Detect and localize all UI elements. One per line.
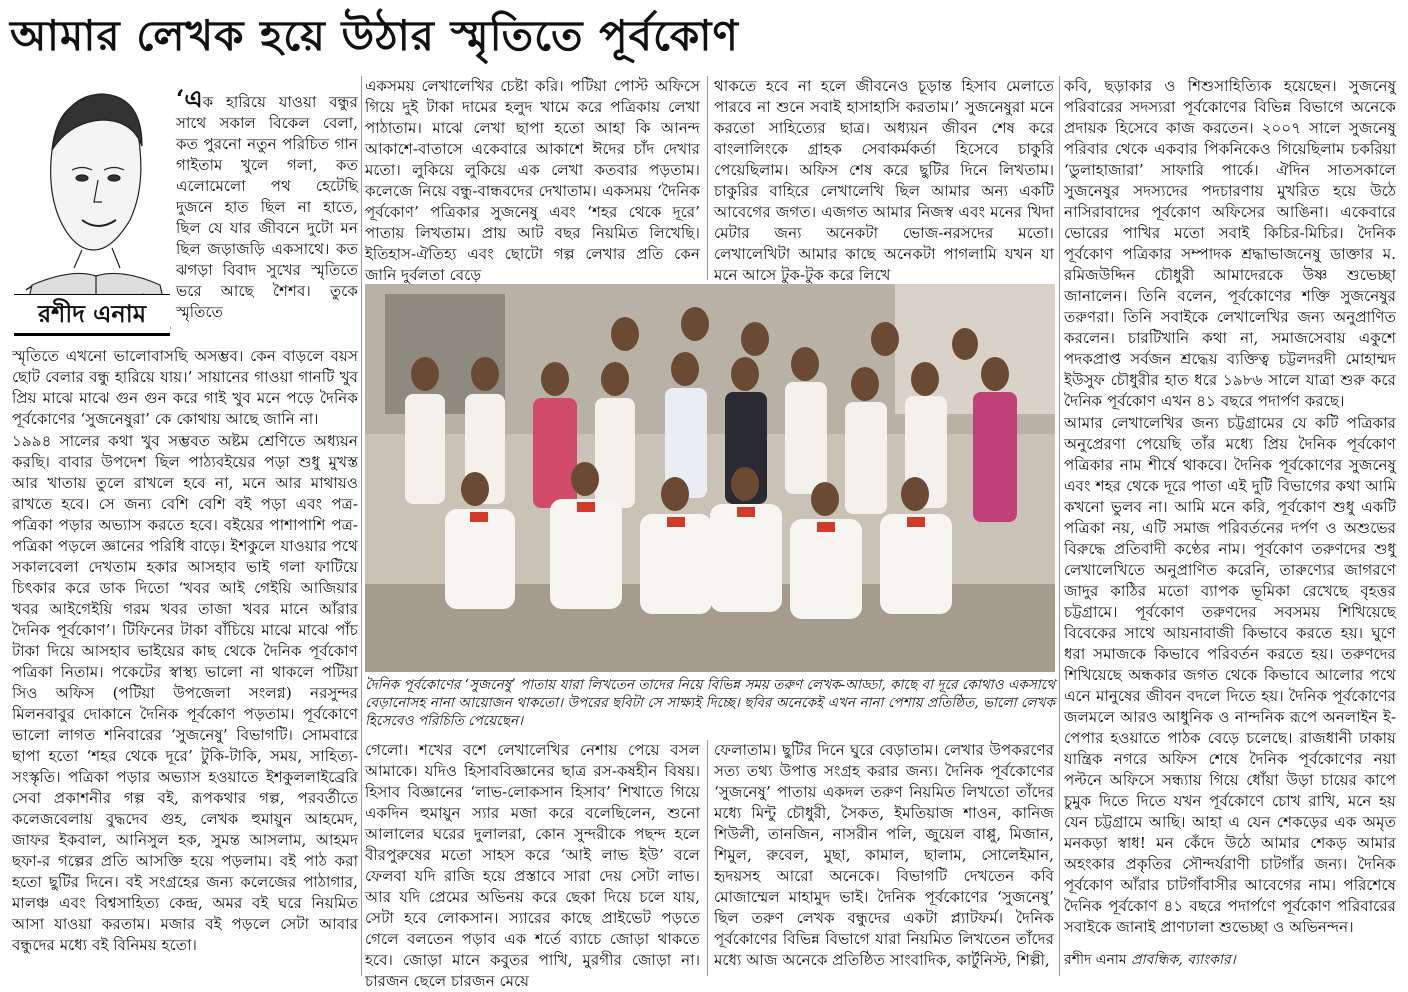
column-3-bottom (714, 740, 1054, 976)
col4-para-1: কবি, ছড়াকার ও শিশুসাহিত্যিক হয়েছেন। সুজনেষু পরিবারের সদস্যরা পূর্বকোণের বিভিন্ন বিভাগে অনেকে প্রদায়ক হিসেবে কাজ করতেন। ২০০৭ সালে সুজনেষু পরিবার থেকে একবার পিকনিকেও গিয়েছিলাম চকরিয়া ‘ডুলাহাজারা’ সাফারি পার্কে। ঐদিন সাতসকালে সুজনেষুর সদস্যদের পদচারণায় মুখরিত হয়ে উঠে নাসিরাবাদের পূর্বকোণ অফিসের আঙিনা। একেবারে ভোরের পাখির মতো সবাই কিচির-মিচির। দৈনিক পূর্বকোণ পত্রিকার সম্পাদক শ্রদ্ধাভাজনেষু ডাক্তার ম. রমিজউদ্দিন চৌধুরী আমাদেরকে উষ্ণ শুভেচ্ছা জানালেন। তিনি বলেন, পূর্বকোণের শক্তি সুজনেষুর তরুণরা। তিনি সবাইকে লেখালেখির জন্য অনুপ্রাণিত করলেন। চারটিখানি কথা না, সমাজসেবায় একুশে পদকপ্রাপ্ত সর্বজন শ্রদ্ধেয় ব্যক্তিত্ব চট্টলদরদী মোহাম্মদ ইউসুফ চৌধুরীর হাত ধরে ১৯৮৬ সালে যাত্রা শুরু করে দৈনিক পূর্বকোণ এখন ৪১ বছরে পদার্পণ করছে। (1064, 77, 1396, 410)
col1-para-2: ১৯৯৪ সালের কথা খুব সম্ভবত অষ্টম শ্রেণিতে অধ্যয়ন করছি। বাবার উপদেশ ছিল পাঠ্যবইয়ের পড়া শুধু মুখস্ত আর খাতায় তুলে রাখলে হবে না, মনে আর মাথায়ও রাখতে হবে। সে জন্য বেশি বেশি বই পড়া এবং পত্র-পত্রিকা পড়ার অভ্যাস করতে হবে। বইয়ের পাশাপাশি পত্র-পত্রিকা পড়লে জ্ঞানের পরিধি বাড়ে। ইশকুলে যাওয়ার পথে সকালবেলা দেখতাম হকার আসহাব ভাই গলা ফাটিয়ে চিৎকার করে ডাক দিতো ‘খবর আই গেইয়ি আজিয়ার খবর আইগেইয়ি গরম খবর তাজা খবর মানে আঁরার দৈনিক পূর্বকোণ’। টিফিনের টাকা বাঁচিয়ে মাঝে মাঝে পাঁচ টাকা দিয়ে আসহাব ভাইয়ের কাছ থেকে দৈনিক পূর্বকোণ পত্রিকা নিতাম। পকেটের স্বাস্থ্য ভালো না থাকলে পটিয়া সিও অফিস (পটিয়া উপজেলা সংলগ্ন) নরসুন্দর মিলনবাবুর দোকানে দৈনিক পূর্বকোণ পড়তাম। পূর্বকোণে ভালো লাগত শনিবারের ‘সুজনেষু’ বিভাগটি। সোমবারে ছাপা হতো ‘শহর থেকে দূরে’ টুকি-টাকি, সময়, সাহিত্য-সংস্কৃতি। পত্রিকা পড়ার অভ্যাস হওয়াতে ইশকুললাইব্রেরি সেবা প্রকাশনীর গল্প বই, রূপকথার গল্প, পরবর্তীতে কলেজবেলায় বুদ্ধদেব গুহ, লেখক হুমায়ুন আহমেদ, জাফর ইকবাল, আনিসুল হক, সুমন্ত আসলাম, আহমদ ছফা-র গল্পের প্রতি আসক্তি হয়ে পড়লাম। বই পাঠ করা হতো ছুটির দিনে। বই সংগ্রহের জন্য কলেজের পাঠাগার, মালঞ্চ এবং বিশ্বসাহিত্য কেন্দ্র, অমর বই ঘরে নিয়মিত আসা যাওয়া করতাম। মজার বই পড়লে সেটা আবার বন্ধুদের মধ্যে বই বিনিময় হতো। (12, 432, 358, 954)
poem-intro (176, 84, 358, 344)
drop-cap: ‘এ (176, 84, 203, 113)
column-rule (361, 76, 362, 976)
headline: আমার লেখক হয়ে উঠার স্মৃতিতে পূর্বকোণ (10, 11, 739, 60)
col2-top-text: একসময় লেখালেখির চেষ্টা করি। পটিয়া পোস্ট অফিসে গিয়ে দুই টাকা দামের হলুদ খামে করে পত্রিকায় লেখা পাঠাতাম। মাঝে লেখা ছাপা হতো আহা কি আনন্দ আকাশে-বাতাসে একেবারে আকাশে ঈদের চাঁদ দেখার মতো। লুকিয়ে লুকিয়ে এক লেখা কতবার পড়তাম। কলেজে নিয়ে বন্ধু-বান্ধবদের দেখাতাম। একসময় ‘দৈনিক পূর্বকোণ’ পত্রিকার সুজনেষু এবং ‘শহর থেকে দূরে’ পাতায় লিখতাম। প্রায় আট বছর নিয়মিত লিখেছি। ইতিহাস-ঐতিহ্য এবং ছোটো গল্প লেখার প্রতি কেন জানি দুর্বলতা বেড়ে (365, 77, 700, 284)
column-4 (1064, 76, 1396, 942)
column-rule (707, 76, 708, 280)
column-2-top (365, 76, 700, 284)
byline: রশীদ এনাম (14, 294, 170, 336)
column-rule (1059, 76, 1060, 976)
column-2-bottom (365, 740, 700, 990)
col1-para-1: স্মৃতিতে এখনো ভালোবাসছি অসম্ভব। কেন বাড়লে বয়স ছোট বেলার বন্ধু হারিয়ে যায়।’ সায়ানের গাওয়া গানটি খুব প্রিয় মাঝে মাঝে গুন গুন করে গাই খুব মনে পড়ে দৈনিক পূর্বকোণের ‘সুজনেষুরা’ কে কোথায় আছে জানি না। (12, 347, 358, 428)
signoff-role: প্রাবন্ধিক, ব্যাংকার। (1131, 952, 1236, 968)
column-3-top (714, 76, 1054, 284)
signoff-name: রশীদ এনাম (1064, 952, 1127, 968)
group-photo (365, 284, 1055, 672)
portrait-illustration (12, 80, 170, 328)
col3-top-text: থাকতে হবে না হলে জীবনেও চূড়ান্ত হিসাব মেলাতে পারবে না শুনে সবাই হাসাহাসি করতাম।’ সুজনেষুরা মনে করতো সাহিত্যের ছাত্র। অধ্যয়ন জীবন শেষ করে বাংলালিংকে গ্রাহক সেবাকর্মকর্তা হিসেবে চাকুরি পেয়েছিলাম। অফিস শেষ করে ছুটির দিনে লিখতাম। চাকুরির বাহিরে লেখালেখি ছিল আমার অন্য একটি আবেগের জগত। এজগত আমার নিজস্ব এবং মনের খিদা মেটার জন্য অনেকটা ভোজ-নরসদের মতো। লেখালেখিটা আমার কাছে অনেকটা পাগলামি যখন যা মনে আসে টুক-টুক করে লিখে (714, 77, 1054, 284)
poem-text: ক হারিয়ে যাওয়া বন্ধুর সাথে সকাল বিকেল বেলা, কত পুরনো নতুন পরিচিত গান গাইতাম খুলে গলা, কত এলোমেলো পথ হেটেছি দুজনে হাত ছিল না হাতে, ছিল যে যার জীবনে দুটো মন ছিল জড়াজড়ি একসাথে। কত ঝগড়া বিবাদ সুখের স্মৃতিতে ভরে আছে শৈশব। তুকে স্মৃতিতে (176, 93, 358, 321)
column-1 (12, 346, 358, 974)
col2-bottom-text: গেলো। শখের বশে লেখালেখির নেশায় পেয়ে বসল আমাকে। যদিও হিসাববিজ্ঞানের ছাত্র রস-কষহীন বিষয়। হিসাব বিজ্ঞানের ‘লাভ-লোকসান হিসাব’ শিখাতে গিয়ে একদিন হুমায়ুন স্যার মজা করে বলেছিলেন, শুনো আলালের ঘরের দুলালরা, কোন সুন্দরীকে পছন্দ হলে বীরপুরুষের মতো সাহস করে ‘আই লাভ ইউ’ বলে ফেলবা যদি রাজি হয়ে প্রস্তাবে সারা দেয় সেটা লাভ। আর যদি প্রেমের অভিনয় করে ছেকা দিয়ে চলে যায়, সেটা হবে লোকসান। স্যারের কাছে প্রাইভেট পড়তে গেলে বলতেন পড়াব এক শর্তে ব্যাচে জোড়া থাকতে হবে। জোড়া মানে কবুতর পাখি, মুরগীর জোড়া না। চারজন ছেলে চারজন মেয়ে (365, 741, 700, 990)
photo-caption: দৈনিক পূর্বকোণের ‘সুজনেষু’ পাতায় যারা লিখতেন তাদের নিয়ে বিভিন্ন সময় তরুণ লেখক-আড্ডা, কাছে বা দূরে কোথাও একসাথে বেড়ানোসহ নানা আয়োজন থাকতো। উপরের ছবিটা সে সাক্ষ্যই দিচ্ছে। ছবির অনেকেই এখন নানা পেশায় প্রতিষ্ঠিত, ভালো লেখক হিসেবেও পরিচিতি পেয়েছেন। (365, 677, 1055, 729)
column-rule (707, 740, 708, 976)
author-signoff (1064, 950, 1394, 970)
group-photo-illustration (365, 284, 1055, 672)
col4-para-2: আমার লেখালেখির জন্য চট্টগ্রামের যে কটি পত্রিকার অনুপ্রেরণা পেয়েছি তাঁর মধ্যে প্রিয় দৈনিক পূর্বকোণ পত্রিকার নাম শীর্ষে থাকবে। দৈনিক পূর্বকোণের সুজনেষু এবং শহর থেকে দূরে পাতা এই দুটি বিভাগের কথা আমি কখনো ভুলব না। আমি মনে করি, পূর্বকোণ শুধু একটি পত্রিকা নয়, এটি সমাজ পরিবর্তনের দর্পণ ও অশুভের বিরুদ্ধে প্রতিবাদী কণ্ঠের নাম। পূর্বকোণ তরুণদের শুধু লেখালেখিতে অনুপ্রাণিত করেনি, তারুণ্যের জাগরণে জাদুর কাঠির মতো ব্যাপক ভূমিকা রেখেছে বৃহত্তর চট্টগ্রামে। পূর্বকোণ তরুণদের সবসময় শিখিয়েছে বিবেকের সাথে আয়নাবাজী কিভাবে করতে হয়। ঘুণে ধরা সমাজকে কিভাবে পরিবর্তন করতে হয়। তরুণদের শিখিয়েছে অন্ধকার জগত থেকে কিভাবে আলোর পথে এনে মানুষের জীবন বদলে দিতে হয়। দৈনিক পূর্বকোণের জলমলে আরও আধুনিক ও নান্দনিক রূপে অনলাইন ই-পেপার হওয়াতে পাঠক বেড়ে চলেছে। রাজধানী ঢাকায় যান্ত্রিক নগরে অফিস শেষে দৈনিক পূর্বকোণের নয়া পল্টনে অফিসে সন্ধ্যায় গিয়ে ধোঁয়া উড়া চায়ের কাপে চুমুক দিতে দিতে যখন পূর্বকোণে চোখ রাখি, মনে হয় যেন চট্টগ্রামে আছি। আহা এ যেন শেকড়ের এক অমৃত মনকড়া স্বাধ! মন কেঁদে উঠে আমার শেকড় আমার অহংকার প্রকৃতির সৌন্দর্যরাণী চাটগাঁর জন্য। দৈনিক পূর্বকোণ আঁরার চাটগাঁবাসীর আবেগের নাম। পরিশেষে দৈনিক পূর্বকোণ ৪১ বছরে পদার্পণে পূর্বকোণ পরিবারের সবাইকে জানাই প্রাণঢালা শুভেচ্ছা ও অভিনন্দন। (1064, 414, 1396, 936)
author-portrait (12, 80, 170, 328)
col3-bottom-text: ফেলাতাম। ছুটির দিনে ঘুরে বেড়াতাম। লেখার উপকরণের সত্য তথ্য উপাত্ত সংগ্রহ করার জন্য। দৈনিক পূর্বকোণের ‘সুজনেষু’ পাতায় একদল তরুণ নিয়মিত লিখতো তাঁদের মধ্যে মিন্টু চৌধুরী, সৈকত, ইমতিয়াজ শাওন, কানিজ শিউলী, তানজিন, নাসরীন পলি, জুয়েল বাপ্পু, মিজান, শিমুল, রুবেল, মুছা, কামাল, ছালাম, সোলেইমান, হৃদয়সহ আরো অনেকে। বিভাগটি দেখতেন কবি মোজাম্মেল মাহামুদ ভাই। দৈনিক পূর্বকোণের ‘সুজনেষু’ ছিল তরুণ লেখক বন্ধুদের একটা প্ল্যাটফর্ম। দৈনিক পূর্বকোণের বিভিন্ন বিভাগে যারা নিয়মিত লিখতেন তাঁদের মধ্যে আজ অনেকে প্রতিষ্ঠিত সাংবাদিক, কার্টুনিস্ট, শিল্পী, (714, 741, 1054, 969)
